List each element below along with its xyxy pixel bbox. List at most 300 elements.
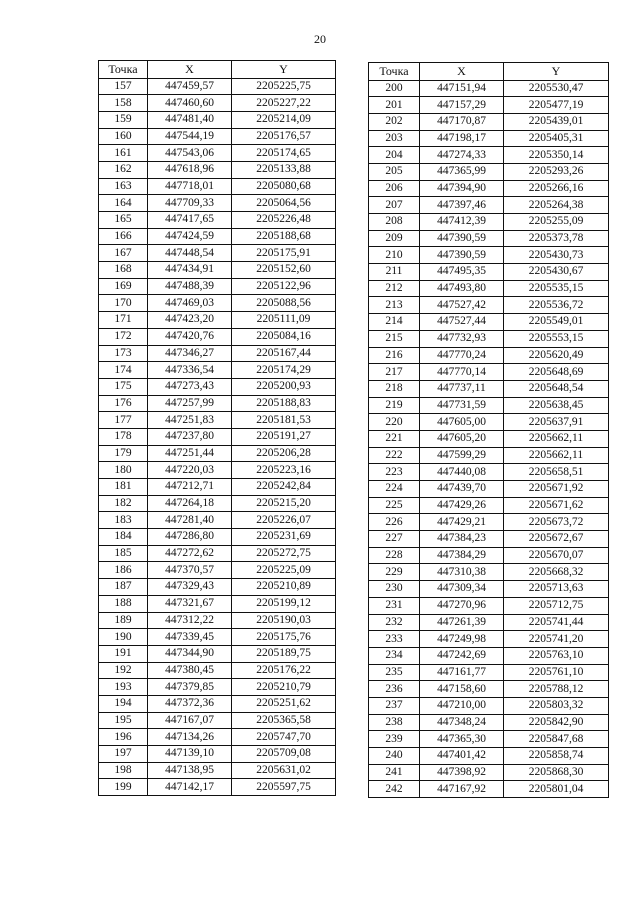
y-cell: 2205200,93 bbox=[232, 378, 336, 395]
point-cell: 190 bbox=[99, 629, 148, 646]
x-cell: 447312,22 bbox=[148, 612, 232, 629]
x-cell: 447469,03 bbox=[148, 295, 232, 312]
x-cell: 447434,91 bbox=[148, 262, 232, 279]
x-cell: 447605,00 bbox=[420, 414, 504, 431]
y-cell: 2205868,30 bbox=[504, 764, 609, 781]
table-row bbox=[99, 529, 336, 546]
y-cell: 2205430,73 bbox=[504, 247, 609, 264]
y-cell: 2205176,22 bbox=[232, 662, 336, 679]
x-cell: 447448,54 bbox=[148, 245, 232, 262]
x-cell: 447424,59 bbox=[148, 228, 232, 245]
header-y: Y bbox=[504, 63, 609, 81]
table-row bbox=[99, 345, 336, 362]
table-row bbox=[99, 111, 336, 128]
y-cell: 2205210,89 bbox=[232, 579, 336, 596]
y-cell: 2205175,76 bbox=[232, 629, 336, 646]
x-cell: 447398,92 bbox=[420, 764, 504, 781]
y-cell: 2205712,75 bbox=[504, 597, 609, 614]
point-cell: 174 bbox=[99, 362, 148, 379]
point-cell: 167 bbox=[99, 245, 148, 262]
point-cell: 205 bbox=[369, 163, 420, 180]
point-cell: 163 bbox=[99, 178, 148, 195]
point-cell: 222 bbox=[369, 447, 420, 464]
point-cell: 204 bbox=[369, 147, 420, 164]
y-cell: 2205761,10 bbox=[504, 664, 609, 681]
y-cell: 2205549,01 bbox=[504, 314, 609, 331]
table-row bbox=[99, 479, 336, 496]
point-cell: 173 bbox=[99, 345, 148, 362]
table-row bbox=[369, 264, 609, 281]
y-cell: 2205620,49 bbox=[504, 347, 609, 364]
y-cell: 2205199,12 bbox=[232, 595, 336, 612]
y-cell: 2205206,28 bbox=[232, 445, 336, 462]
x-cell: 447273,43 bbox=[148, 378, 232, 395]
y-cell: 2205673,72 bbox=[504, 514, 609, 531]
header-x: X bbox=[148, 61, 232, 79]
table-row bbox=[99, 212, 336, 229]
x-cell: 447134,26 bbox=[148, 729, 232, 746]
table-row bbox=[369, 647, 609, 664]
point-cell: 186 bbox=[99, 562, 148, 579]
x-cell: 447242,69 bbox=[420, 647, 504, 664]
point-cell: 209 bbox=[369, 230, 420, 247]
table-row bbox=[99, 512, 336, 529]
x-cell: 447439,70 bbox=[420, 481, 504, 498]
table-row bbox=[369, 430, 609, 447]
table-row bbox=[369, 531, 609, 548]
point-cell: 219 bbox=[369, 397, 420, 414]
point-cell: 230 bbox=[369, 581, 420, 598]
table-row bbox=[369, 664, 609, 681]
table-row bbox=[99, 228, 336, 245]
y-cell: 2205188,68 bbox=[232, 228, 336, 245]
table-row bbox=[369, 631, 609, 648]
table-row bbox=[369, 564, 609, 581]
y-cell: 2205210,79 bbox=[232, 679, 336, 696]
table-row bbox=[369, 380, 609, 397]
point-cell: 194 bbox=[99, 695, 148, 712]
point-cell: 188 bbox=[99, 595, 148, 612]
y-cell: 2205842,90 bbox=[504, 714, 609, 731]
point-cell: 189 bbox=[99, 612, 148, 629]
table-row bbox=[369, 781, 609, 798]
point-cell: 200 bbox=[369, 80, 420, 97]
y-cell: 2205741,44 bbox=[504, 614, 609, 631]
table-row bbox=[99, 295, 336, 312]
y-cell: 2205167,44 bbox=[232, 345, 336, 362]
x-cell: 447138,95 bbox=[148, 762, 232, 779]
table-row bbox=[369, 514, 609, 531]
header-x: X bbox=[420, 63, 504, 81]
y-cell: 2205350,14 bbox=[504, 147, 609, 164]
x-cell: 447161,77 bbox=[420, 664, 504, 681]
point-cell: 242 bbox=[369, 781, 420, 798]
x-cell: 447718,01 bbox=[148, 178, 232, 195]
table-row bbox=[369, 314, 609, 331]
x-cell: 447251,44 bbox=[148, 445, 232, 462]
point-cell: 225 bbox=[369, 497, 420, 514]
table-row bbox=[99, 695, 336, 712]
x-cell: 447737,11 bbox=[420, 380, 504, 397]
table-row bbox=[99, 428, 336, 445]
table-row bbox=[369, 481, 609, 498]
point-cell: 181 bbox=[99, 479, 148, 496]
point-cell: 197 bbox=[99, 746, 148, 763]
point-cell: 178 bbox=[99, 428, 148, 445]
table-row bbox=[99, 195, 336, 212]
table-row bbox=[99, 245, 336, 262]
y-cell: 2205671,62 bbox=[504, 497, 609, 514]
y-cell: 2205255,09 bbox=[504, 214, 609, 231]
x-cell: 447423,20 bbox=[148, 312, 232, 329]
x-cell: 447481,40 bbox=[148, 111, 232, 128]
x-cell: 447379,85 bbox=[148, 679, 232, 696]
table-body-right bbox=[369, 80, 609, 798]
table-row bbox=[99, 312, 336, 329]
x-cell: 447460,60 bbox=[148, 95, 232, 112]
table-row bbox=[99, 128, 336, 145]
x-cell: 447401,42 bbox=[420, 748, 504, 765]
point-cell: 171 bbox=[99, 312, 148, 329]
table-row bbox=[369, 113, 609, 130]
x-cell: 447429,26 bbox=[420, 497, 504, 514]
y-cell: 2205535,15 bbox=[504, 280, 609, 297]
y-cell: 2205668,32 bbox=[504, 564, 609, 581]
point-cell: 239 bbox=[369, 731, 420, 748]
table-row bbox=[99, 95, 336, 112]
table-row bbox=[99, 462, 336, 479]
y-cell: 2205088,56 bbox=[232, 295, 336, 312]
x-cell: 447770,24 bbox=[420, 347, 504, 364]
x-cell: 447732,93 bbox=[420, 330, 504, 347]
table-row bbox=[369, 714, 609, 731]
point-cell: 214 bbox=[369, 314, 420, 331]
table-row bbox=[369, 97, 609, 114]
x-cell: 447274,33 bbox=[420, 147, 504, 164]
table-header-row bbox=[99, 61, 336, 79]
table-row bbox=[99, 278, 336, 295]
table-row bbox=[99, 145, 336, 162]
x-cell: 447394,90 bbox=[420, 180, 504, 197]
x-cell: 447365,99 bbox=[420, 163, 504, 180]
x-cell: 447390,59 bbox=[420, 247, 504, 264]
y-cell: 2205439,01 bbox=[504, 113, 609, 130]
x-cell: 447151,94 bbox=[420, 80, 504, 97]
y-cell: 2205658,51 bbox=[504, 464, 609, 481]
table-row bbox=[369, 447, 609, 464]
y-cell: 2205226,48 bbox=[232, 212, 336, 229]
y-cell: 2205174,65 bbox=[232, 145, 336, 162]
x-cell: 447281,40 bbox=[148, 512, 232, 529]
table-row bbox=[99, 78, 336, 95]
point-cell: 180 bbox=[99, 462, 148, 479]
x-cell: 447770,14 bbox=[420, 364, 504, 381]
table-row bbox=[369, 163, 609, 180]
x-cell: 447417,65 bbox=[148, 212, 232, 229]
x-cell: 447170,87 bbox=[420, 113, 504, 130]
point-cell: 233 bbox=[369, 631, 420, 648]
y-cell: 2205477,19 bbox=[504, 97, 609, 114]
table-row bbox=[99, 328, 336, 345]
table-row bbox=[369, 80, 609, 97]
x-cell: 447348,24 bbox=[420, 714, 504, 731]
y-cell: 2205190,03 bbox=[232, 612, 336, 629]
point-cell: 157 bbox=[99, 78, 148, 95]
point-cell: 161 bbox=[99, 145, 148, 162]
y-cell: 2205064,56 bbox=[232, 195, 336, 212]
point-cell: 210 bbox=[369, 247, 420, 264]
table-row bbox=[369, 197, 609, 214]
point-cell: 238 bbox=[369, 714, 420, 731]
point-cell: 234 bbox=[369, 647, 420, 664]
y-cell: 2205266,16 bbox=[504, 180, 609, 197]
y-cell: 2205536,72 bbox=[504, 297, 609, 314]
table-row bbox=[369, 130, 609, 147]
y-cell: 2205662,11 bbox=[504, 430, 609, 447]
point-cell: 187 bbox=[99, 579, 148, 596]
x-cell: 447237,80 bbox=[148, 428, 232, 445]
table-row bbox=[369, 731, 609, 748]
point-cell: 203 bbox=[369, 130, 420, 147]
point-cell: 191 bbox=[99, 645, 148, 662]
point-cell: 175 bbox=[99, 378, 148, 395]
point-cell: 232 bbox=[369, 614, 420, 631]
x-cell: 447344,90 bbox=[148, 645, 232, 662]
table-row bbox=[99, 779, 336, 796]
table-row bbox=[369, 748, 609, 765]
y-cell: 2205662,11 bbox=[504, 447, 609, 464]
x-cell: 447544,19 bbox=[148, 128, 232, 145]
table-row bbox=[99, 629, 336, 646]
y-cell: 2205530,47 bbox=[504, 80, 609, 97]
point-cell: 236 bbox=[369, 681, 420, 698]
x-cell: 447370,57 bbox=[148, 562, 232, 579]
y-cell: 2205709,08 bbox=[232, 746, 336, 763]
x-cell: 447412,39 bbox=[420, 214, 504, 231]
table-row bbox=[99, 579, 336, 596]
table-row bbox=[369, 581, 609, 598]
y-cell: 2205225,09 bbox=[232, 562, 336, 579]
point-cell: 224 bbox=[369, 481, 420, 498]
table-row bbox=[369, 214, 609, 231]
x-cell: 447372,36 bbox=[148, 695, 232, 712]
y-cell: 2205631,02 bbox=[232, 762, 336, 779]
point-cell: 235 bbox=[369, 664, 420, 681]
point-cell: 207 bbox=[369, 197, 420, 214]
x-cell: 447251,83 bbox=[148, 412, 232, 429]
y-cell: 2205084,16 bbox=[232, 328, 336, 345]
y-cell: 2205597,75 bbox=[232, 779, 336, 796]
table-row bbox=[369, 180, 609, 197]
y-cell: 2205648,54 bbox=[504, 380, 609, 397]
table-row bbox=[99, 562, 336, 579]
point-cell: 240 bbox=[369, 748, 420, 765]
x-cell: 447272,62 bbox=[148, 545, 232, 562]
point-cell: 212 bbox=[369, 280, 420, 297]
point-cell: 164 bbox=[99, 195, 148, 212]
table-row bbox=[99, 362, 336, 379]
y-cell: 2205174,29 bbox=[232, 362, 336, 379]
y-cell: 2205226,07 bbox=[232, 512, 336, 529]
x-cell: 447321,67 bbox=[148, 595, 232, 612]
x-cell: 447142,17 bbox=[148, 779, 232, 796]
x-cell: 447527,42 bbox=[420, 297, 504, 314]
x-cell: 447257,99 bbox=[148, 395, 232, 412]
table-row bbox=[99, 395, 336, 412]
y-cell: 2205747,70 bbox=[232, 729, 336, 746]
x-cell: 447488,39 bbox=[148, 278, 232, 295]
point-cell: 217 bbox=[369, 364, 420, 381]
point-cell: 160 bbox=[99, 128, 148, 145]
y-cell: 2205231,69 bbox=[232, 529, 336, 546]
x-cell: 447167,07 bbox=[148, 712, 232, 729]
point-cell: 198 bbox=[99, 762, 148, 779]
table-row bbox=[99, 712, 336, 729]
y-cell: 2205188,83 bbox=[232, 395, 336, 412]
y-cell: 2205405,31 bbox=[504, 130, 609, 147]
x-cell: 447380,45 bbox=[148, 662, 232, 679]
table-row bbox=[369, 547, 609, 564]
point-cell: 170 bbox=[99, 295, 148, 312]
point-cell: 223 bbox=[369, 464, 420, 481]
x-cell: 447220,03 bbox=[148, 462, 232, 479]
point-cell: 215 bbox=[369, 330, 420, 347]
x-cell: 447329,43 bbox=[148, 579, 232, 596]
table-row bbox=[369, 297, 609, 314]
table-row bbox=[369, 697, 609, 714]
x-cell: 447527,44 bbox=[420, 314, 504, 331]
table-row bbox=[99, 412, 336, 429]
x-cell: 447397,46 bbox=[420, 197, 504, 214]
table-row bbox=[369, 230, 609, 247]
table-row bbox=[369, 414, 609, 431]
y-cell: 2205637,91 bbox=[504, 414, 609, 431]
point-cell: 159 bbox=[99, 111, 148, 128]
coordinates-table-right bbox=[368, 62, 609, 798]
y-cell: 2205176,57 bbox=[232, 128, 336, 145]
table-row bbox=[99, 729, 336, 746]
table-row bbox=[99, 679, 336, 696]
y-cell: 2205638,45 bbox=[504, 397, 609, 414]
y-cell: 2205227,22 bbox=[232, 95, 336, 112]
y-cell: 2205133,88 bbox=[232, 161, 336, 178]
x-cell: 447336,54 bbox=[148, 362, 232, 379]
point-cell: 172 bbox=[99, 328, 148, 345]
x-cell: 447618,96 bbox=[148, 161, 232, 178]
x-cell: 447339,45 bbox=[148, 629, 232, 646]
x-cell: 447249,98 bbox=[420, 631, 504, 648]
x-cell: 447429,21 bbox=[420, 514, 504, 531]
x-cell: 447346,27 bbox=[148, 345, 232, 362]
table-row bbox=[99, 262, 336, 279]
x-cell: 447420,76 bbox=[148, 328, 232, 345]
table-row bbox=[369, 464, 609, 481]
y-cell: 2205803,32 bbox=[504, 697, 609, 714]
y-cell: 2205430,67 bbox=[504, 264, 609, 281]
table-row bbox=[99, 178, 336, 195]
y-cell: 2205272,75 bbox=[232, 545, 336, 562]
point-cell: 165 bbox=[99, 212, 148, 229]
y-cell: 2205293,26 bbox=[504, 163, 609, 180]
y-cell: 2205672,67 bbox=[504, 531, 609, 548]
point-cell: 195 bbox=[99, 712, 148, 729]
point-cell: 162 bbox=[99, 161, 148, 178]
x-cell: 447731,59 bbox=[420, 397, 504, 414]
y-cell: 2205215,20 bbox=[232, 495, 336, 512]
y-cell: 2205670,07 bbox=[504, 547, 609, 564]
y-cell: 2205242,84 bbox=[232, 479, 336, 496]
point-cell: 179 bbox=[99, 445, 148, 462]
point-cell: 208 bbox=[369, 214, 420, 231]
table-row bbox=[99, 595, 336, 612]
y-cell: 2205648,69 bbox=[504, 364, 609, 381]
x-cell: 447709,33 bbox=[148, 195, 232, 212]
y-cell: 2205191,27 bbox=[232, 428, 336, 445]
y-cell: 2205373,78 bbox=[504, 230, 609, 247]
point-cell: 193 bbox=[99, 679, 148, 696]
y-cell: 2205671,92 bbox=[504, 481, 609, 498]
table-row bbox=[369, 247, 609, 264]
table-row bbox=[99, 612, 336, 629]
table-row bbox=[99, 495, 336, 512]
point-cell: 241 bbox=[369, 764, 420, 781]
table-row bbox=[369, 397, 609, 414]
point-cell: 192 bbox=[99, 662, 148, 679]
x-cell: 447493,80 bbox=[420, 280, 504, 297]
point-cell: 228 bbox=[369, 547, 420, 564]
table-row bbox=[99, 662, 336, 679]
y-cell: 2205080,68 bbox=[232, 178, 336, 195]
header-point: Точка bbox=[99, 61, 148, 79]
x-cell: 447390,59 bbox=[420, 230, 504, 247]
x-cell: 447310,38 bbox=[420, 564, 504, 581]
x-cell: 447139,10 bbox=[148, 746, 232, 763]
header-y: Y bbox=[232, 61, 336, 79]
x-cell: 447543,06 bbox=[148, 145, 232, 162]
y-cell: 2205122,96 bbox=[232, 278, 336, 295]
point-cell: 185 bbox=[99, 545, 148, 562]
point-cell: 206 bbox=[369, 180, 420, 197]
table-row bbox=[99, 378, 336, 395]
y-cell: 2205365,58 bbox=[232, 712, 336, 729]
x-cell: 447261,39 bbox=[420, 614, 504, 631]
x-cell: 447459,57 bbox=[148, 78, 232, 95]
table-row bbox=[369, 681, 609, 698]
point-cell: 158 bbox=[99, 95, 148, 112]
table-row bbox=[369, 280, 609, 297]
table-row bbox=[99, 161, 336, 178]
table-row bbox=[369, 597, 609, 614]
table-row bbox=[99, 645, 336, 662]
y-cell: 2205264,38 bbox=[504, 197, 609, 214]
y-cell: 2205223,16 bbox=[232, 462, 336, 479]
x-cell: 447157,29 bbox=[420, 97, 504, 114]
point-cell: 229 bbox=[369, 564, 420, 581]
point-cell: 176 bbox=[99, 395, 148, 412]
point-cell: 183 bbox=[99, 512, 148, 529]
x-cell: 447605,20 bbox=[420, 430, 504, 447]
y-cell: 2205763,10 bbox=[504, 647, 609, 664]
x-cell: 447495,35 bbox=[420, 264, 504, 281]
point-cell: 213 bbox=[369, 297, 420, 314]
point-cell: 201 bbox=[369, 97, 420, 114]
y-cell: 2205847,68 bbox=[504, 731, 609, 748]
x-cell: 447384,29 bbox=[420, 547, 504, 564]
table-row bbox=[369, 347, 609, 364]
point-cell: 168 bbox=[99, 262, 148, 279]
x-cell: 447599,29 bbox=[420, 447, 504, 464]
y-cell: 2205858,74 bbox=[504, 748, 609, 765]
